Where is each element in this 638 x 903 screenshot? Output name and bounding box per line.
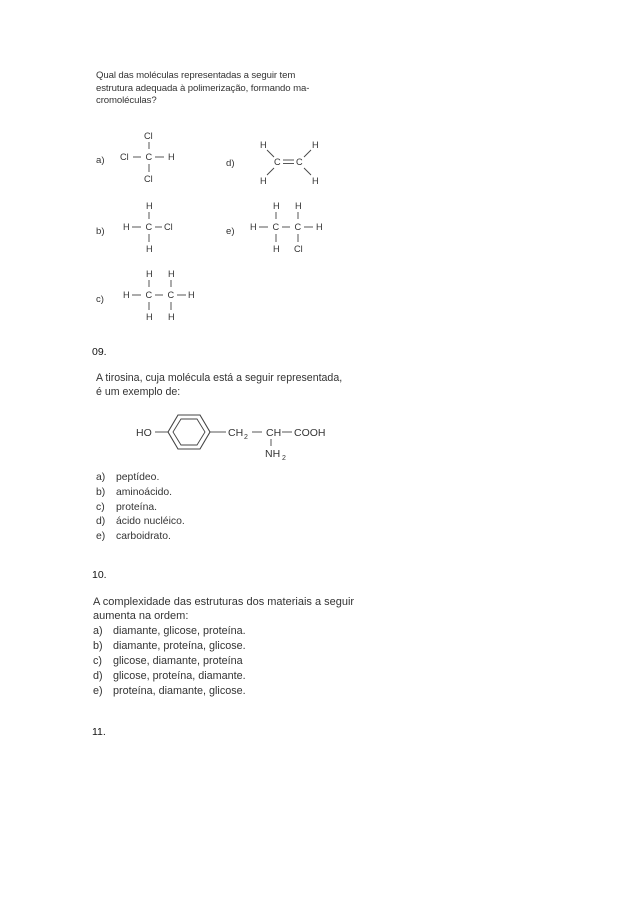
atom-c: C <box>145 152 153 162</box>
tyrosine-nh2-sub: 2 <box>282 455 286 462</box>
q9-stem-line: A tirosina, cuja molécula está a seguir representada, <box>96 372 343 384</box>
q9-option-b[interactable] <box>96 486 185 501</box>
atom-c: C <box>274 157 281 167</box>
atom-h: H <box>312 140 319 150</box>
atom-h: H <box>146 244 153 254</box>
atom-h: H <box>295 201 302 211</box>
atom-h: H <box>250 222 257 232</box>
q8-stem-line: cromoléculas? <box>96 95 157 106</box>
q10-option-b[interactable] <box>93 639 246 654</box>
q9-options <box>96 471 185 545</box>
option-letter: c) <box>93 655 102 667</box>
q8-option-c-letter: c) <box>96 294 104 305</box>
option-letter: a) <box>96 472 106 483</box>
atom-c: C <box>272 222 280 232</box>
option-text: ácido nucléico. <box>116 516 185 528</box>
atom-cl: Cl <box>164 222 173 232</box>
q10-option-a[interactable] <box>93 624 246 639</box>
q8-option-a-letter: a) <box>96 155 105 166</box>
option-text: carboidrato. <box>116 531 171 543</box>
option-letter: c) <box>96 501 105 513</box>
q8-stem <box>96 70 366 108</box>
q10-stem-line: A complexidade das estruturas dos materiais a seguir <box>93 596 355 608</box>
atom-h: H <box>168 152 175 162</box>
atom-h: H <box>123 290 130 300</box>
atom-h: H <box>123 222 130 232</box>
atom-h: H <box>188 290 195 300</box>
q8-option-d-letter: d) <box>226 158 235 169</box>
q8-option-b-letter: b) <box>96 226 105 237</box>
atom-h: H <box>168 269 175 279</box>
atom-h: H <box>168 312 175 322</box>
option-letter: a) <box>93 625 103 637</box>
q9-option-a[interactable] <box>96 471 185 486</box>
question-number-10: 10. <box>92 569 107 581</box>
option-text: proteína, diamante, glicose. <box>113 685 246 697</box>
atom-c: C <box>296 157 303 167</box>
option-text: diamante, proteína, glicose. <box>113 640 246 652</box>
atom-c: C <box>294 222 302 232</box>
tyrosine-ho: HO <box>136 427 152 439</box>
option-letter: b) <box>96 486 106 498</box>
atom-cl: Cl <box>120 152 129 162</box>
question-number-11: 11. <box>92 726 106 738</box>
q8-stem-line: Qual das moléculas representadas a seguir tem <box>96 70 296 81</box>
option-text: glicose, proteína, diamante. <box>113 670 246 682</box>
option-text: glicose, diamante, proteína <box>113 655 243 667</box>
q10-stem <box>93 596 393 623</box>
tyrosine-ch2: CH <box>228 427 244 439</box>
option-letter: d) <box>96 516 106 528</box>
atom-c: C <box>167 290 175 300</box>
option-letter: d) <box>93 670 103 682</box>
q10-option-c[interactable] <box>93 654 246 669</box>
option-text: proteína. <box>116 501 158 513</box>
tyrosine-cooh: COOH <box>294 427 326 439</box>
q9-stem-line: é um exemplo de: <box>96 385 181 398</box>
atom-h: H <box>146 201 153 211</box>
tyrosine-structure <box>130 405 350 465</box>
q10-option-d[interactable] <box>93 669 246 684</box>
question-number-09: 09. <box>92 346 107 358</box>
option-text: aminoácido. <box>116 486 173 498</box>
q9-stem <box>96 372 386 399</box>
atom-h: H <box>260 140 267 150</box>
q9-option-d[interactable] <box>96 515 185 530</box>
atom-h: H <box>260 176 267 186</box>
atom-c: C <box>145 222 153 232</box>
atom-h: H <box>273 201 280 211</box>
atom-c: C <box>145 290 153 300</box>
q9-option-c[interactable] <box>96 501 185 516</box>
q8-stem-line: estrutura adequada à polimerização, formando ma- <box>96 82 310 94</box>
q9-option-e[interactable] <box>96 530 185 545</box>
q10-option-e[interactable] <box>93 684 246 699</box>
q10-options <box>93 624 246 699</box>
option-letter: b) <box>93 640 103 652</box>
atom-h: H <box>146 312 153 322</box>
option-letter: e) <box>96 531 106 543</box>
tyrosine-ch: CH <box>266 427 282 439</box>
atom-h: H <box>146 269 153 279</box>
option-text: peptídeo. <box>116 472 160 483</box>
atom-cl: Cl <box>144 174 153 184</box>
q10-stem-line: aumenta na ordem: <box>93 609 189 622</box>
atom-h: H <box>312 176 319 186</box>
benzene-ring <box>168 415 210 449</box>
atom-cl: Cl <box>144 131 153 141</box>
option-text: diamante, glicose, proteína. <box>113 625 246 637</box>
q8-option-e-letter: e) <box>226 226 235 237</box>
tyrosine-ch2-sub: 2 <box>244 434 248 441</box>
atom-h: H <box>273 244 280 254</box>
atom-h: H <box>316 222 323 232</box>
atom-cl: Cl <box>294 244 303 254</box>
tyrosine-nh2: NH <box>265 448 281 460</box>
option-letter: e) <box>93 685 103 697</box>
